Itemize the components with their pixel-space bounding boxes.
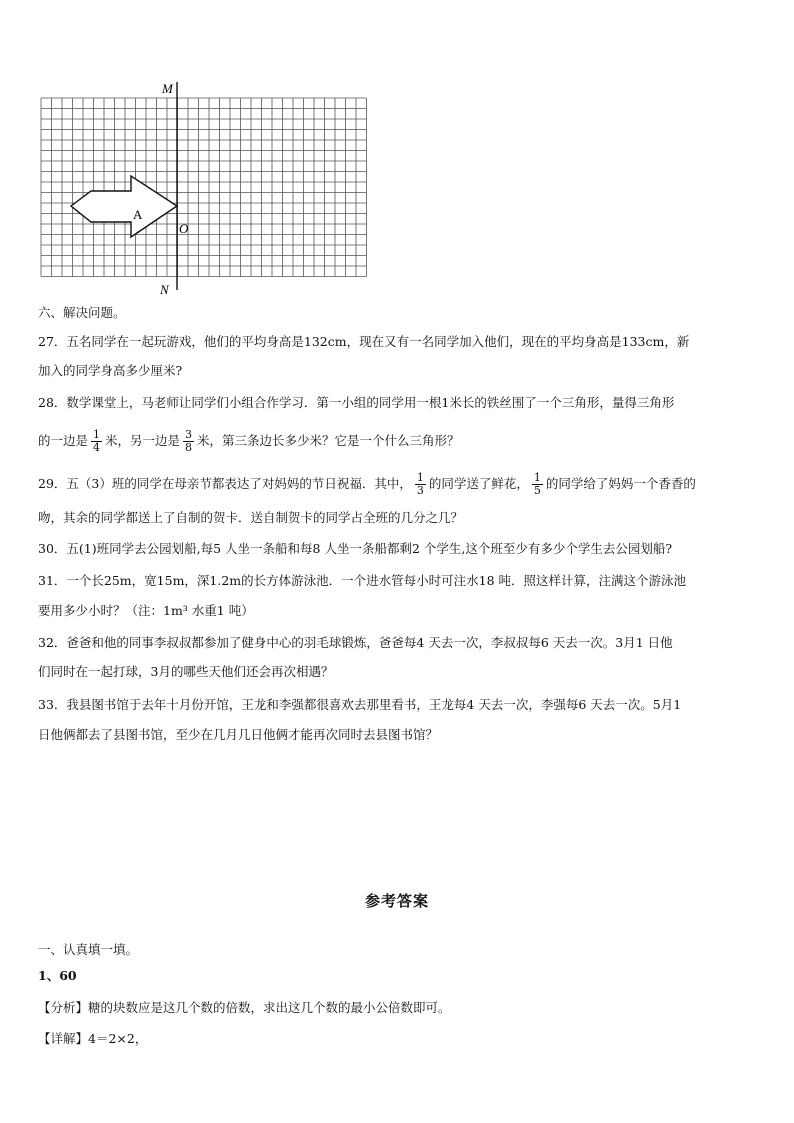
q32-line1: 32．爸爸和他的同事李叔叔都参加了健身中心的羽毛球锻炼，爸爸每4 天去一次，李叔叔每6 天去一次。3月1 日他 bbox=[38, 635, 673, 650]
answers-section-heading: 一、认真填一填。 bbox=[38, 942, 139, 957]
q33-line1: 33．我县图书馆于去年十月份开馆，王龙和李强都很喜欢去那里看书，王龙每4 天去一次，李强每6 天去一次。5月1 bbox=[38, 697, 682, 712]
answer-1: 1、60 bbox=[38, 968, 77, 983]
answer-detail: 【详解】4＝2×2， bbox=[38, 1031, 148, 1046]
q28-text-b: 米，另一边是 bbox=[105, 433, 181, 448]
answers-title: 参考答案 bbox=[364, 892, 429, 910]
q30-line1: 30．五(1)班同学去公园划船,每5 人坐一条船和每8 人坐一条船都剩2 个学生,这个班至少有多少个学生去公园划船? bbox=[38, 541, 673, 556]
fraction-one-quarter: $\frac{1}{4}$ bbox=[93, 428, 101, 454]
label-a: A bbox=[133, 207, 143, 222]
q27-line1: 27．五名同学在一起玩游戏，他们的平均身高是132cm，现在又有一名同学加入他们，现在的平均身高是133cm，新 bbox=[38, 334, 690, 349]
q31-line1: 31．一个长25m，宽15m，深1.2m的长方体游泳池．一个进水管每小时可注水18 吨．照这样计算，注满这个游泳池 bbox=[38, 573, 687, 588]
q28-text-c: 米，第三条边长多少米？它是一个什么三角形？ bbox=[197, 433, 460, 448]
q33-line2: 日他俩都去了县图书馆，至少在几月几日他俩才能再次同时去县图书馆？ bbox=[38, 727, 439, 742]
q28-text-a: 的一边是 bbox=[38, 433, 89, 448]
fraction-three-eighths: $\frac{3}{8}$ bbox=[185, 428, 193, 454]
section-heading: 六、解决问题。 bbox=[38, 305, 126, 320]
q29-text-a: 29．五（3）班的同学在母亲节都表达了对妈妈的节日祝福．其中， bbox=[38, 476, 412, 491]
label-o: O bbox=[179, 221, 189, 236]
label-n: N bbox=[160, 282, 169, 295]
grid-figure bbox=[36, 80, 381, 295]
q29-text-b: 的同学送了鲜花， bbox=[428, 476, 529, 491]
fraction-one-fifth: $\frac{1}{5}$ bbox=[533, 471, 541, 497]
q27-line2: 加入的同学身高多少厘米? bbox=[38, 363, 183, 378]
q28-line2 bbox=[38, 429, 460, 454]
q29-text-c: 的同学给了妈妈一个香香的 bbox=[545, 476, 696, 491]
shape-a bbox=[71, 176, 177, 237]
fraction-one-third: $\frac{1}{3}$ bbox=[416, 471, 424, 497]
answer-analysis: 【分析】糖的块数应是这几个数的倍数，求出这几个数的最小公倍数即可。 bbox=[38, 1000, 451, 1015]
q28-line1: 28．数学课堂上，马老师让同学们小组合作学习．第一小组的同学用一根1米长的铁丝围了一个三角形，量得三角形 bbox=[38, 395, 675, 410]
q29-line2: 吻，其余的同学都送上了自制的贺卡．送自制贺卡的同学占全班的几分之几？ bbox=[38, 510, 464, 525]
label-m: M bbox=[162, 81, 173, 96]
grid-lines bbox=[41, 98, 367, 277]
q31-line2: 要用多少小时？（注：1m³ 水重1 吨） bbox=[38, 603, 254, 618]
q32-line2: 们同时在一起打球，3月的哪些天他们还会再次相遇？ bbox=[38, 664, 334, 679]
q29-line1 bbox=[38, 472, 696, 497]
